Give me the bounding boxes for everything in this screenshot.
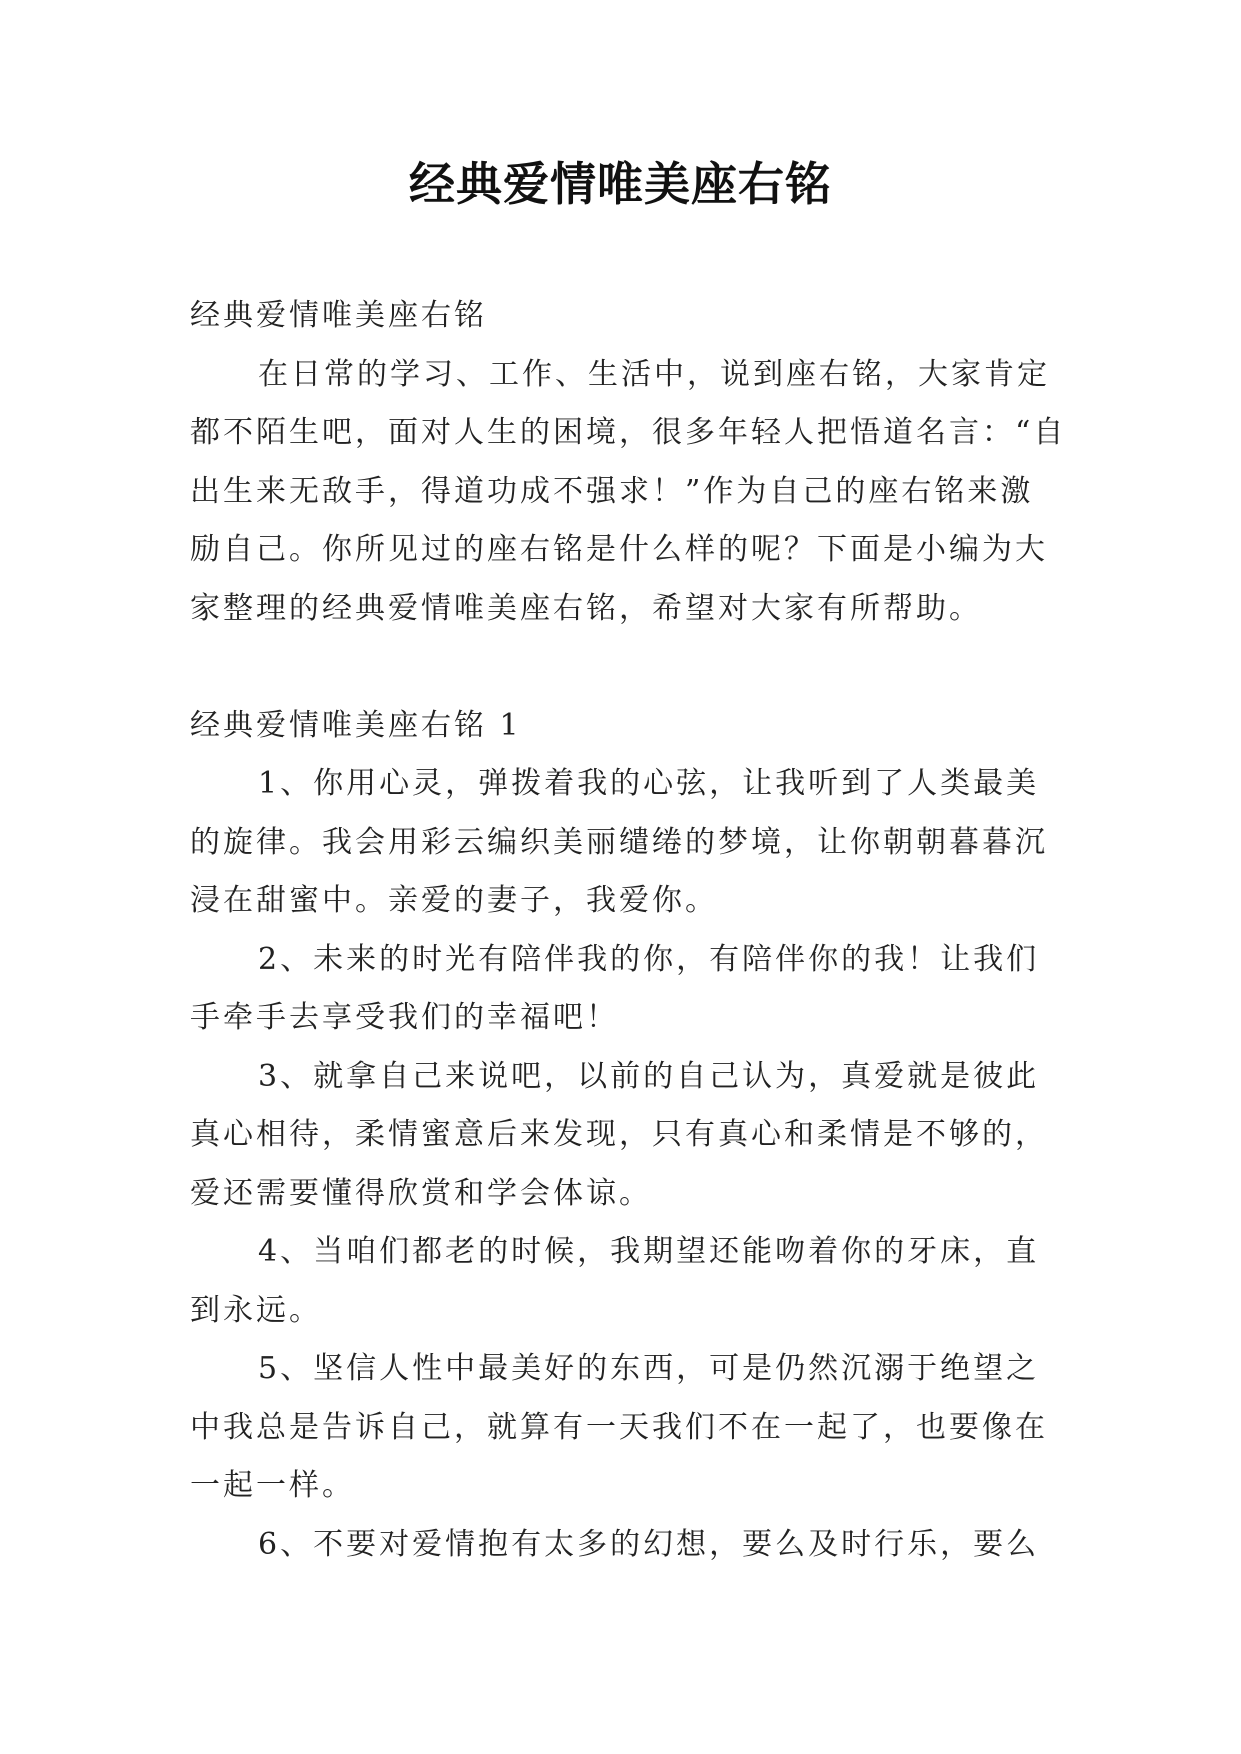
intro-line: 家整理的经典爱情唯美座右铭，希望对大家有所帮助。: [190, 590, 982, 626]
intro-line: 励自己。你所见过的座右铭是什么样的呢？下面是小编为大: [190, 532, 1048, 567]
quote-line: 一起一样。: [190, 1468, 355, 1503]
intro-line: 在日常的学习、工作、生活中，说到座右铭，大家肯定: [258, 356, 1050, 392]
section-heading: 经典爱情唯美座右铭 1: [190, 707, 522, 743]
intro-paragraph: [190, 346, 1067, 639]
quote-item-3: [190, 1048, 1060, 1224]
quote-line: 手牵手去享受我们的幸福吧！: [190, 1000, 619, 1035]
intro-line: 出生来无敌手，得道功成不强求！”作为自己的座右铭来激: [190, 473, 1034, 509]
quote-line: 爱还需要懂得欣赏和学会体谅。: [190, 1175, 652, 1211]
document-body: [190, 287, 1067, 1574]
quote-line: 真心相待，柔情蜜意后来发现，只有真心和柔情是不够的，: [190, 1117, 1048, 1152]
quote-line: 3、就拿自己来说吧，以前的自己认为，真爱就是彼此: [258, 1058, 1040, 1094]
quote-item-4: [190, 1223, 1060, 1340]
subtitle: 经典爱情唯美座右铭: [190, 298, 487, 333]
quote-item-1: [190, 755, 1060, 931]
quote-line: 6、不要对爱情抱有太多的幻想，要么及时行乐，要么: [258, 1526, 1040, 1562]
paragraph-gap: [190, 638, 1060, 697]
document-title: 经典爱情唯美座右铭: [409, 157, 832, 211]
quote-line: 5、坚信人性中最美好的东西，可是仍然沉溺于绝望之: [258, 1351, 1040, 1386]
quote-line: 2、未来的时光有陪伴我的你，有陪伴你的我！让我们: [258, 941, 1040, 977]
quote-item-2: [190, 931, 1060, 1048]
quote-item-5: [190, 1340, 1060, 1516]
quote-line: 4、当咱们都老的时候，我期望还能吻着你的牙床，直: [258, 1234, 1040, 1269]
quote-item-6: [190, 1516, 1060, 1575]
quote-line: 浸在甜蜜中。亲爱的妻子，我爱你。: [190, 883, 718, 918]
quote-line: 1、你用心灵，弹拨着我的心弦，让我听到了人类最美: [258, 766, 1040, 801]
quote-line: 的旋律。我会用彩云编织美丽缱绻的梦境，让你朝朝暮暮沉: [190, 824, 1048, 860]
quote-line: 中我总是告诉自己，就算有一天我们不在一起了，也要像在: [190, 1409, 1048, 1445]
intro-line: 都不陌生吧，面对人生的困境，很多年轻人把悟道名言：“自: [190, 415, 1067, 450]
quote-line: 到永远。: [190, 1292, 322, 1328]
